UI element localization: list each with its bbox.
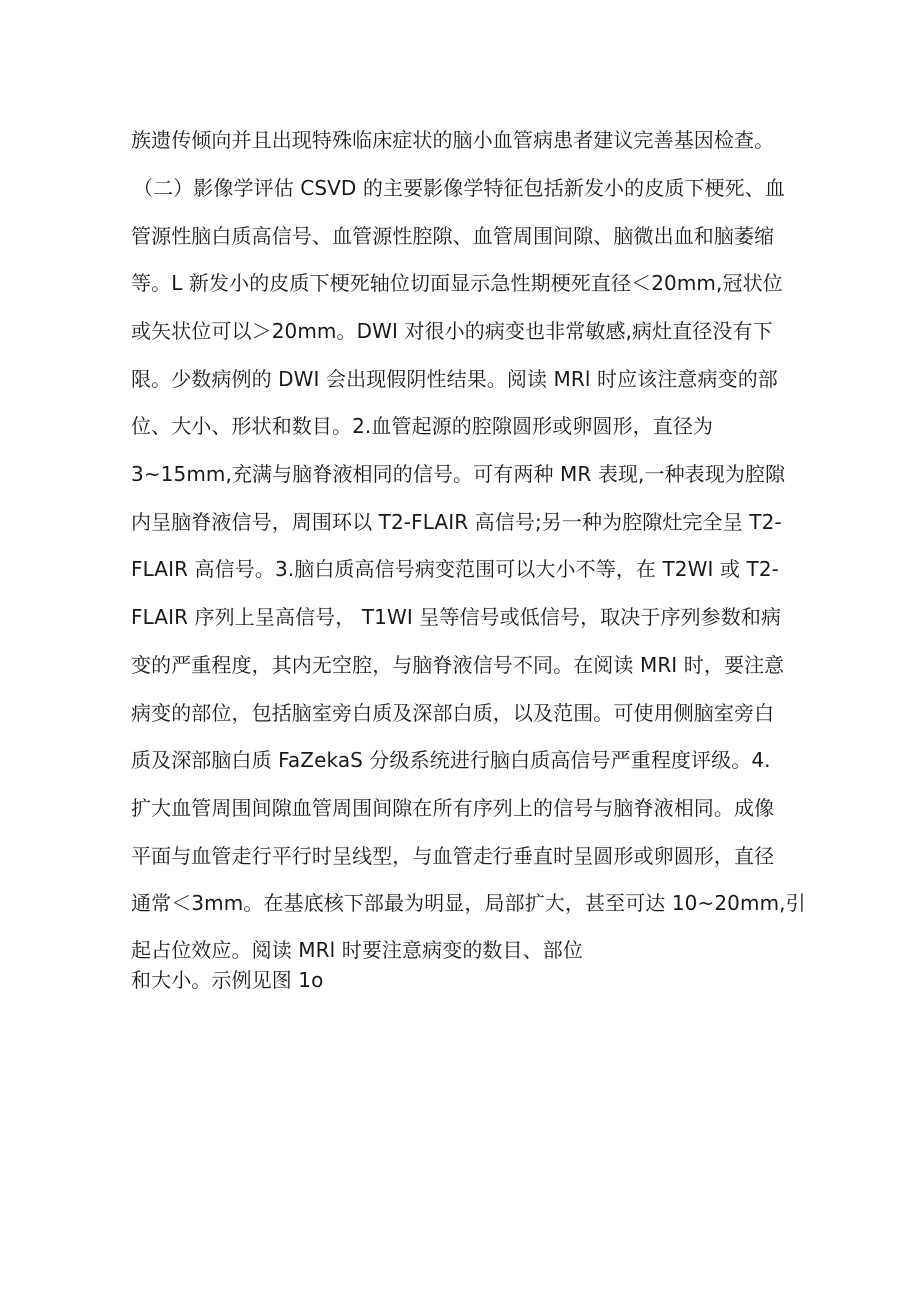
text-line-9: 内呈脑脊液信号，周围环以 T2-FLAIR 高信号;另一种为腔隙灶完全呈 T2-	[131, 510, 782, 534]
text-line-11: FLAIR 序列上呈高信号， T1WI 呈等信号或低信号，取决于序列参数和病	[131, 605, 782, 629]
text-line-5: 或矢状位可以＞20mm。DWI 对很小的病变也非常敏感,病灶直径没有下	[131, 319, 773, 343]
text-line-4: 等。L 新发小的皮质下梗死轴位切面显示急性期梗死直径＜20mm,冠状位	[131, 271, 783, 295]
text-line-6: 限。少数病例的 DWI 会出现假阴性结果。阅读 MRl 时应该注意病变的部	[131, 367, 778, 391]
text-line-8: 3~15mm,充满与脑脊液相同的信号。可有两种 MR 表现,一种表现为腔隙	[131, 462, 786, 486]
text-line-3: 管源性脑白质高信号、血管源性腔隙、血管周围间隙、脑微出血和脑萎缩	[131, 224, 775, 248]
text-line-13: 病变的部位，包括脑室旁白质及深部白质，以及范围。可使用侧脑室旁白	[131, 701, 775, 725]
text-line-14: 质及深部脑白质 FaZekaS 分级系统进行脑白质高信号严重程度评级。4.	[131, 748, 771, 772]
text-line-18: 起占位效应。阅读 MRl 时要注意病变的数目、部位	[131, 938, 583, 962]
text-line-2: （二）影像学评估 CSVD 的主要影像学特征包括新发小的皮质下梗死、血	[133, 176, 785, 200]
text-line-12: 变的严重程度，其内无空腔，与脑脊液信号不同。在阅读 MRI 时，要注意	[131, 653, 785, 677]
text-line-7: 位、大小、形状和数目。2.血管起源的腔隙圆形或卵圆形，直径为	[131, 414, 714, 438]
text-line-1: 族遗传倾向并且出现特殊临床症状的脑小血管病患者建议完善基因检查。	[131, 128, 775, 152]
text-line-17: 通常＜3mm。在基底核下部最为明显，局部扩大，甚至可达 10~20mm,引	[131, 891, 806, 915]
text-line-16: 平面与血管走行平行时呈线型，与血管走行垂直时呈圆形或卵圆形，直径	[131, 844, 775, 868]
text-line-10: FLAIR 高信号。3.脑白质高信号病变范围可以大小不等，在 T2WI 或 T2-	[131, 557, 779, 581]
text-line-15: 扩大血管周围间隙血管周围间隙在所有序列上的信号与脑脊液相同。成像	[131, 796, 775, 820]
text-line-19: 和大小。示例见图 1o	[131, 968, 324, 992]
